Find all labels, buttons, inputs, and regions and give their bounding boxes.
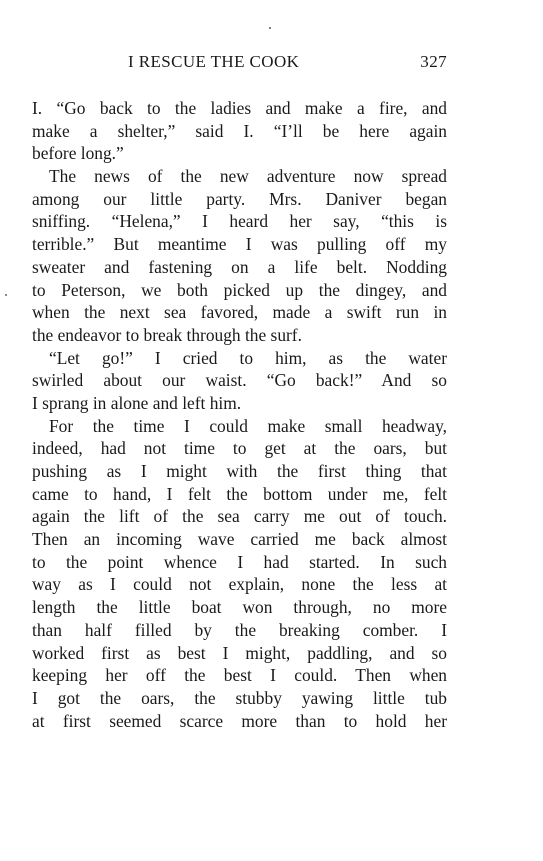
text-line: terrible.” But meantime I was pulling off my xyxy=(32,234,447,255)
text-line: worked first as best I might, paddling, and so xyxy=(32,642,447,663)
text-line: to the point whence I had started. In such xyxy=(32,551,447,572)
text-line: before long.” xyxy=(32,143,124,164)
text-line: way as I could not explain, none the less at xyxy=(32,574,447,595)
text-line: For the time I could make small headway, xyxy=(49,415,447,436)
text-line: length the little boat won through, no more xyxy=(32,597,447,618)
text-line: I got the oars, the stubby yawing little tub xyxy=(32,687,447,708)
text-line: I sprang in alone and left him. xyxy=(32,392,242,413)
page-number: 327 xyxy=(420,52,447,71)
body-text xyxy=(32,97,447,732)
text-line: Then an incoming wave carried me back almost xyxy=(32,529,447,550)
stray-ink-dot xyxy=(269,27,271,29)
text-line: The news of the new adventure now spread xyxy=(49,166,447,187)
running-head xyxy=(32,52,447,76)
text-line: “Let go!” I cried to him, as the water xyxy=(49,347,447,368)
text-line: when the next sea favored, made a swift run in xyxy=(32,302,447,323)
text-line: to Peterson, we both picked up the dingey, and xyxy=(32,279,447,300)
text-line: among our little party. Mrs. Daniver began xyxy=(32,188,447,209)
text-line: sweater and fastening on a life belt. Nodding xyxy=(32,256,447,277)
text-line: indeed, had not time to get at the oars, but xyxy=(32,438,447,459)
text-line: pushing as I might with the first thing that xyxy=(32,461,447,481)
chapter-title: I RESCUE THE COOK xyxy=(128,52,300,71)
text-line: came to hand, I felt the bottom under me, felt xyxy=(32,483,447,504)
book-page xyxy=(32,52,447,732)
text-line: sniffing. “Helena,” I heard her say, “this is xyxy=(32,211,447,232)
text-line: the endeavor to break through the surf. xyxy=(32,324,302,345)
text-line: again the lift of the sea carry me out of touch. xyxy=(32,506,447,527)
text-line: make a shelter,” said I. “I’ll be here again xyxy=(32,120,447,141)
text-line: keeping her off the best I could. Then when xyxy=(32,665,447,686)
text-line: swirled about our waist. “Go back!” And so xyxy=(32,370,447,391)
margin-ink-dot xyxy=(5,294,7,296)
text-line: at first seemed scarce more than to hold her xyxy=(32,710,447,731)
text-line: than half filled by the breaking comber. I xyxy=(32,619,447,640)
text-line: I. “Go back to the ladies and make a fire, and xyxy=(32,98,447,118)
